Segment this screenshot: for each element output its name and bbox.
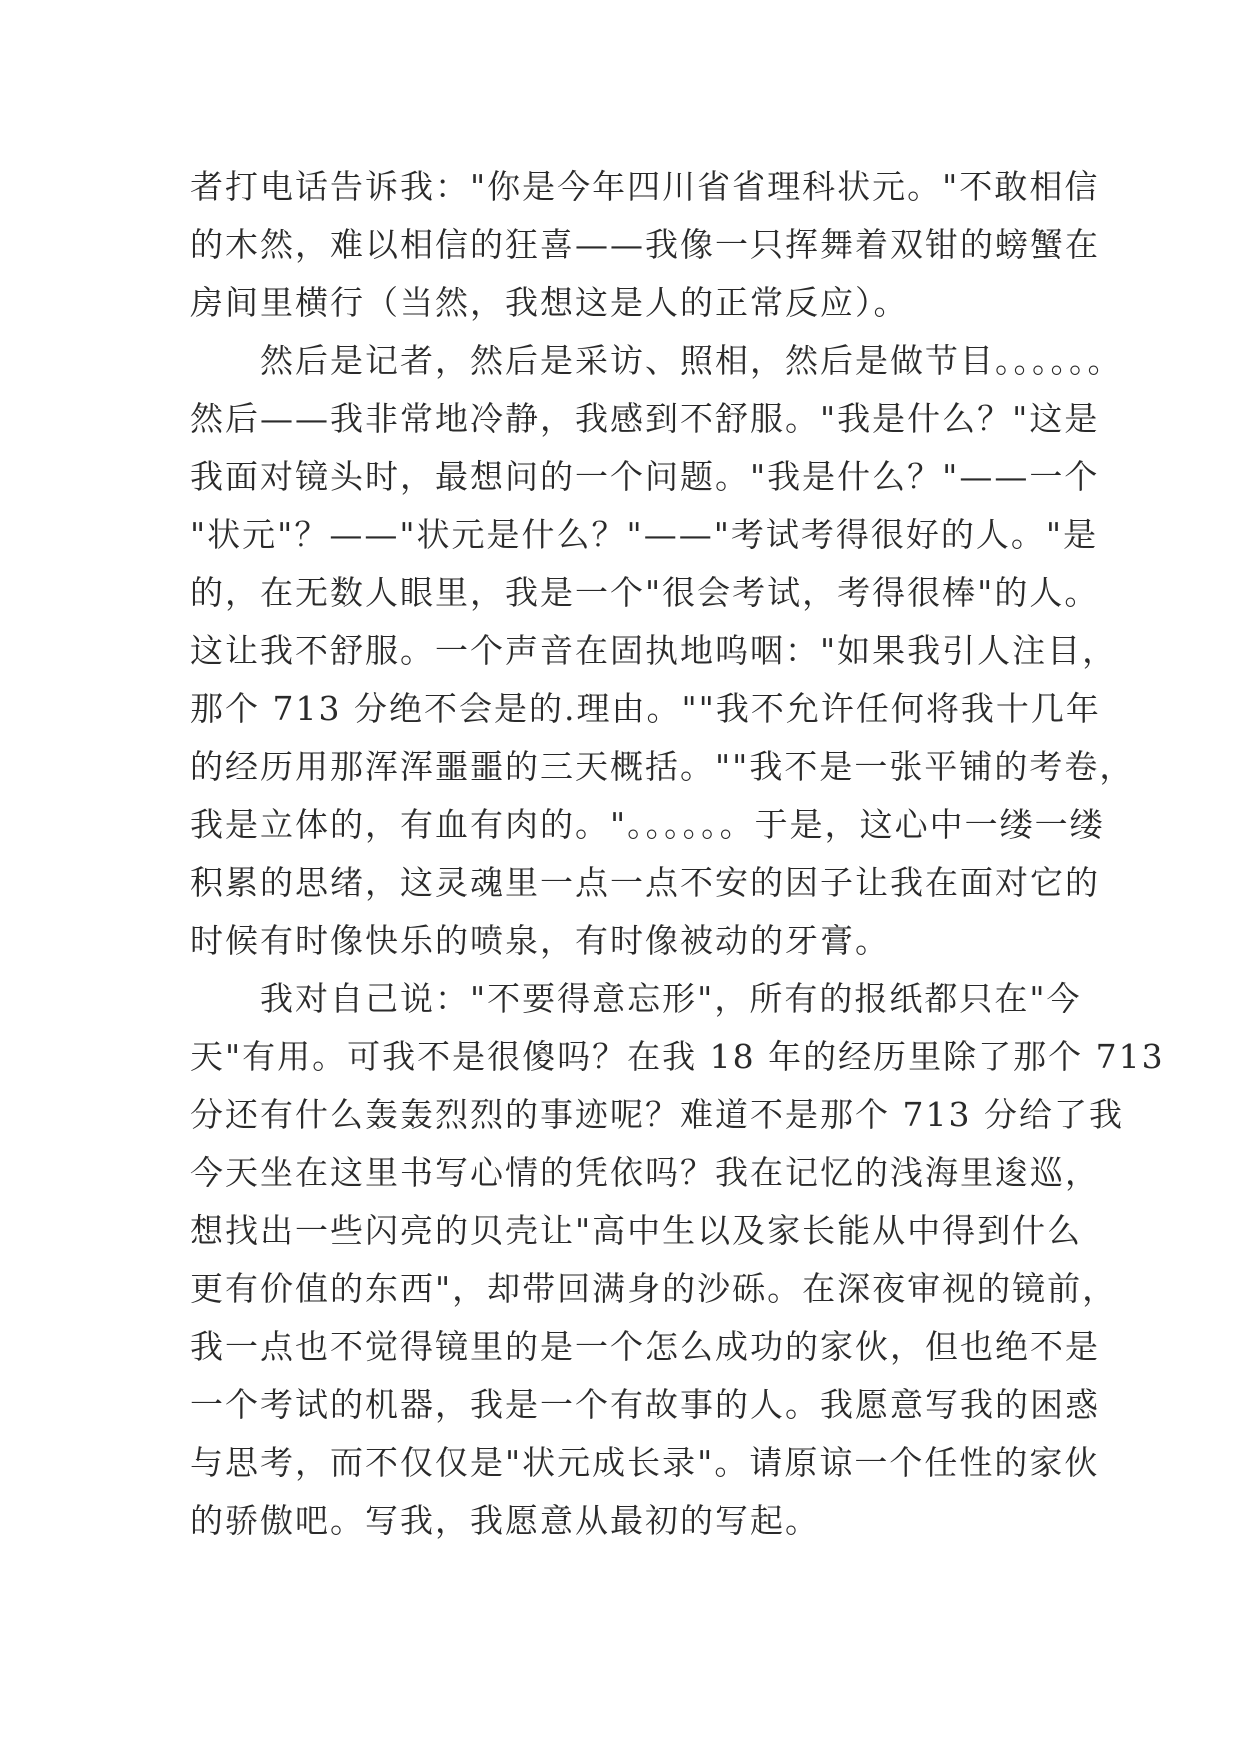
- text-line: 的木然，难以相信的狂喜——我像一只挥舞着双钳的螃蟹在: [190, 225, 1100, 264]
- text-line: 我一点也不觉得镜里的是一个怎么成功的家伙，但也绝不是: [190, 1327, 1100, 1366]
- text-line: 天"有用。可我不是很傻吗？在我 18 年的经历里除了那个 713: [190, 1037, 1165, 1076]
- text-line: 房间里横行（当然，我想这是人的正常反应）。: [190, 283, 909, 322]
- text-line: 一个考试的机器，我是一个有故事的人。我愿意写我的困惑: [190, 1385, 1100, 1424]
- text-line: 的，在无数人眼里，我是一个"很会考试，考得很棒"的人。: [190, 573, 1100, 612]
- essay-body: [190, 158, 1165, 1550]
- text-line: 的经历用那浑浑噩噩的三天概括。""我不是一张平铺的考卷，: [190, 747, 1135, 786]
- text-line: 与思考，而不仅仅是"状元成长录"。请原谅一个任性的家伙: [190, 1443, 1100, 1482]
- text-line: 今天坐在这里书写心情的凭依吗？我在记忆的浅海里逡巡，: [190, 1153, 1100, 1192]
- paragraph-start-line: 然后是记者，然后是采访、照相，然后是做节目。。。。。。: [260, 341, 1123, 380]
- text-line: 我是立体的，有血有肉的。"。。。。。。于是，这心中一缕一缕: [190, 805, 1105, 844]
- text-line: 我面对镜头时，最想问的一个问题。"我是什么？"——一个: [190, 457, 1100, 496]
- text-line: 分还有什么轰轰烈烈的事迹呢？难道不是那个 713 分给了我: [190, 1095, 1124, 1134]
- text-line: 更有价值的东西"，却带回满身的沙砾。在深夜审视的镜前，: [190, 1269, 1118, 1308]
- text-line: "状元"？——"状元是什么？"——"考试考得很好的人。"是: [190, 515, 1099, 554]
- text-line: 时候有时像快乐的喷泉，有时像被动的牙膏。: [190, 921, 890, 960]
- text-line: 想找出一些闪亮的贝壳让"高中生以及家长能从中得到什么: [190, 1211, 1083, 1250]
- text-line: 这让我不舒服。一个声音在固执地呜咽："如果我引人注目，: [190, 631, 1118, 670]
- text-line: 那个 713 分绝不会是的.理由。""我不允许任何将我十几年: [190, 689, 1101, 728]
- paragraph-start-line: 我对自己说："不要得意忘形"，所有的报纸都只在"今: [260, 979, 1082, 1018]
- text-line: 者打电话告诉我："你是今年四川省省理科状元。"不敢相信: [190, 167, 1100, 206]
- text-line: 然后——我非常地冷静，我感到不舒服。"我是什么？"这是: [190, 399, 1100, 438]
- text-line: 积累的思绪，这灵魂里一点一点不安的因子让我在面对它的: [190, 863, 1100, 902]
- text-line: 的骄傲吧。写我，我愿意从最初的写起。: [190, 1501, 820, 1540]
